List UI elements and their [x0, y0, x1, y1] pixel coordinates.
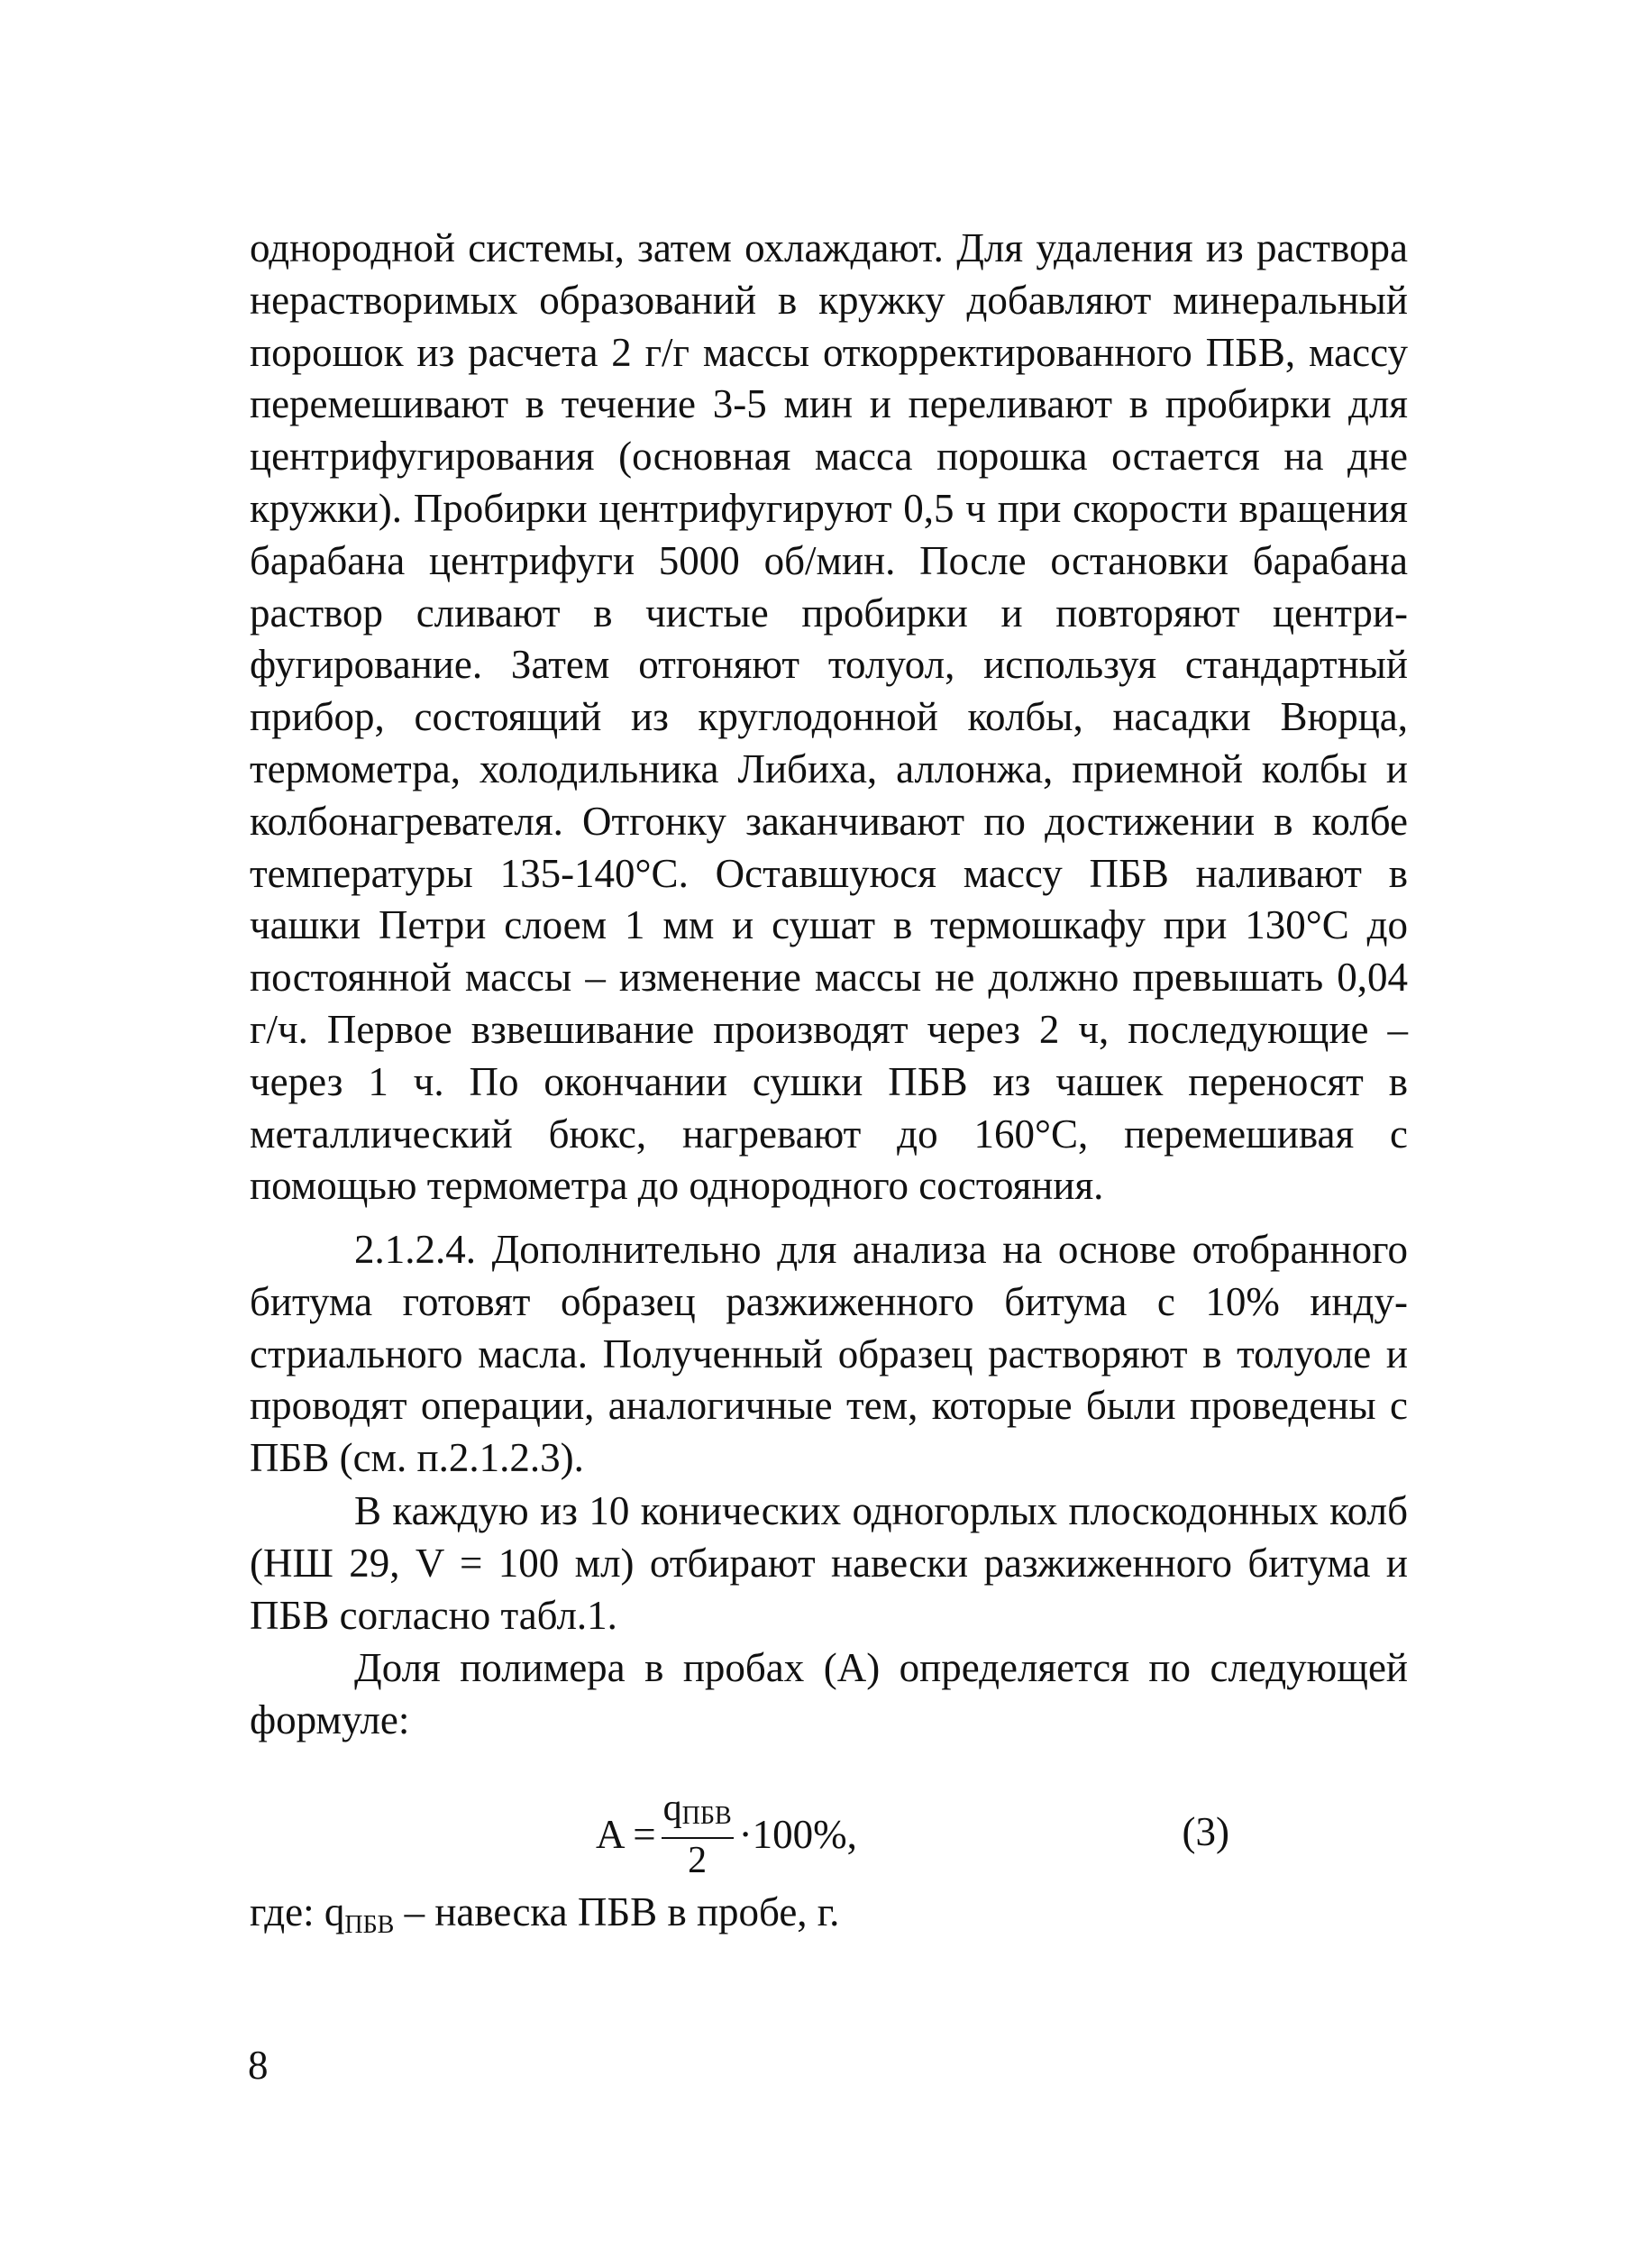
where-symbol	[324, 1889, 395, 1939]
paragraph-2-1-2-4: 2.1.2.4. Дополнительно для анализа на основе отобранного битума готовят образец разжиженного битума с 10% индустриального масла. Полученный образец растворяют в толуоле и проводят операции, аналогичные тем, которые были проведены с ПБВ (см. п.2.1.2.3).	[250, 1227, 1408, 1481]
formula-fraction	[662, 1788, 734, 1882]
paragraph-polymer-share: Доля полимера в пробах (А) определяется по следующей формуле:	[250, 1645, 1408, 1742]
paragraph-drying-procedure: однородной системы, затем охлаждают. Для удаления из раствора нерастворимых образований в кружку добавляют минеральный порошок из расчета 2 г/г массы откорректированного ПБВ, массу перемешивают в течение 3-5 мин и переливают в пробирки для центрифугирования (основная масса порошка остается на дне кружки). Пробирки центрифугируют 0,5 ч при скорости вращения барабана центрифуги 5000 об/мин. После остановки барабана раствор сливают в чистые пробирки и повторяют центрифугирование. Затем отгоняют толуол, используя стандартный прибор, состоящий из круглодонной колбы, насадки Вюрца, термометра, холодильника Либиха, аллонжа, приемной колбы и колбонагревателя. Отгонку заканчивают по достижении в колбе температуры 135-140°С. Оставшуюся массу ПБВ наливают в чашки Петри слоем 1 мм и сушат в термошкафу при 130°С до постоянной массы – изменение массы не должно превышать 0,04 г/ч. Первое взвешивание производят через 2 ч, последующие – через 1 ч. По окончании сушки ПБВ из чашек переносят в металлический бюкс, нагревают до 160°С, перемешивая с помощью термометра до однородного состояния.	[250, 225, 1408, 1209]
paragraph-flasks: В каждую из 10 конических одногорлых плоскодонных колб (НШ 29, V = 100 мл) отбирают навески разжиженного битума и ПБВ согласно табл.1.	[250, 1488, 1408, 1638]
formula-numerator	[662, 1788, 734, 1839]
where-symbol-subscript: ПБВ	[344, 1911, 395, 1939]
formula-numerator-symbol: q	[662, 1787, 682, 1829]
formula	[596, 1785, 857, 1884]
where-definition	[250, 1886, 1408, 1952]
where-prefix: где:	[250, 1889, 315, 1934]
formula-numerator-subscript: ПБВ	[681, 1801, 732, 1830]
formula-row	[250, 1785, 1408, 1884]
where-text: – навеска ПБВ в пробе, г.	[404, 1889, 840, 1934]
page-number: 8	[248, 2043, 269, 2088]
where-symbol-letter: q	[324, 1889, 345, 1934]
formula-lhs: A =	[596, 1812, 656, 1857]
equation-number: (3)	[1182, 1809, 1229, 1854]
formula-rhs: ·100%,	[738, 1812, 857, 1857]
formula-denominator: 2	[688, 1839, 708, 1881]
